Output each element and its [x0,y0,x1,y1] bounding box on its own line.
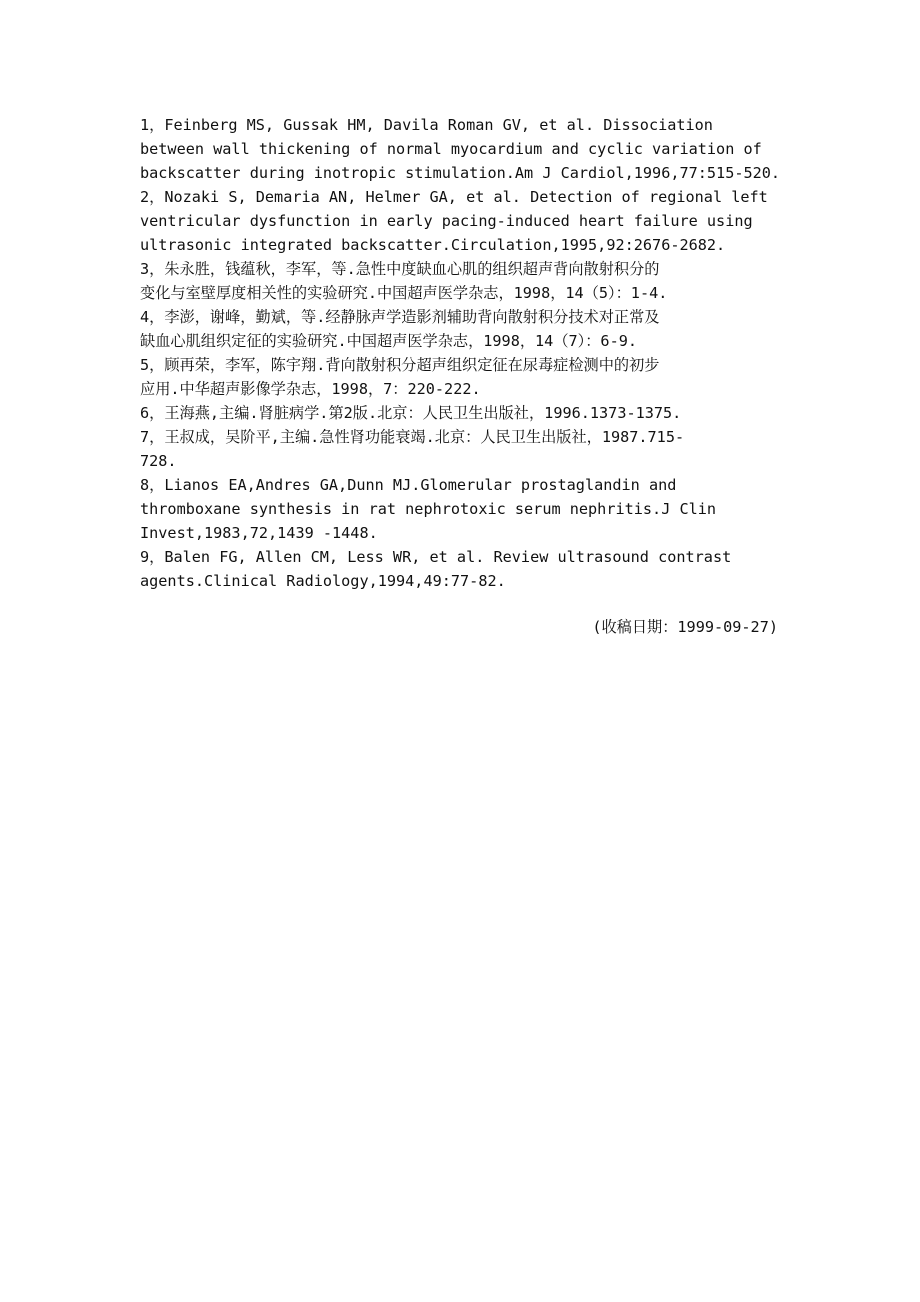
reference-item-7: 7，王叔成，吴阶平,主编.急性肾功能衰竭.北京：人民卫生出版社，1987.715- 728. [140,428,685,470]
reference-item-2: 2，Nozaki S, Demaria AN, Helmer GA, et al. Detection of regional left ventricular dysfunction in early pacing-induced heart failure using ultrasonic integrated backscatter.Circulation,1995,92:2676-2682. [140,188,768,254]
reference-item-9: 9，Balen FG, Allen CM, Less WR, et al. Review ultrasound contrast agents.Clinical Radiology,1994,49:77-82. [140,548,732,590]
reference-list [140,113,785,593]
reference-item-8: 8，Lianos EA,Andres GA,Dunn MJ.Glomerular prostaglandin and thromboxane synthesis in rat nephrotoxic serum nephritis.J Clin Invest,1983,72,1439 -1448. [140,476,717,542]
reference-item-6: 6，王海燕,主编.肾脏病学.第2版.北京：人民卫生出版社，1996.1373-1375. [140,404,682,422]
reference-item-3: 3，朱永胜，钱蕴秋，李军，等.急性中度缺血心肌的组织超声背向散射积分的 变化与室壁厚度相关性的实验研究.中国超声医学杂志，1998，14（5）：1-4. [140,260,668,302]
received-date: (收稿日期：1999-09-27) [592,618,778,636]
reference-item-4: 4，李澎，谢峰，勤斌，等.经静脉声学造影剂辅助背向散射积分技术对正常及 缺血心肌组织定征的实验研究.中国超声医学杂志，1998，14（7）：6-9. [140,308,660,350]
reference-item-1: 1，Feinberg MS, Gussak HM, Davila Roman GV, et al. Dissociation between wall thickening of normal myocardium and cyclic variation of backscatter during inotropic stimulation.Am J Cardiol,1996,77:515-520. [140,116,781,182]
reference-item-5: 5，顾再荣，李军，陈宇翔.背向散射积分超声组织定征在尿毒症检测中的初步 应用.中华超声影像学杂志，1998，7：220-222. [140,356,660,398]
